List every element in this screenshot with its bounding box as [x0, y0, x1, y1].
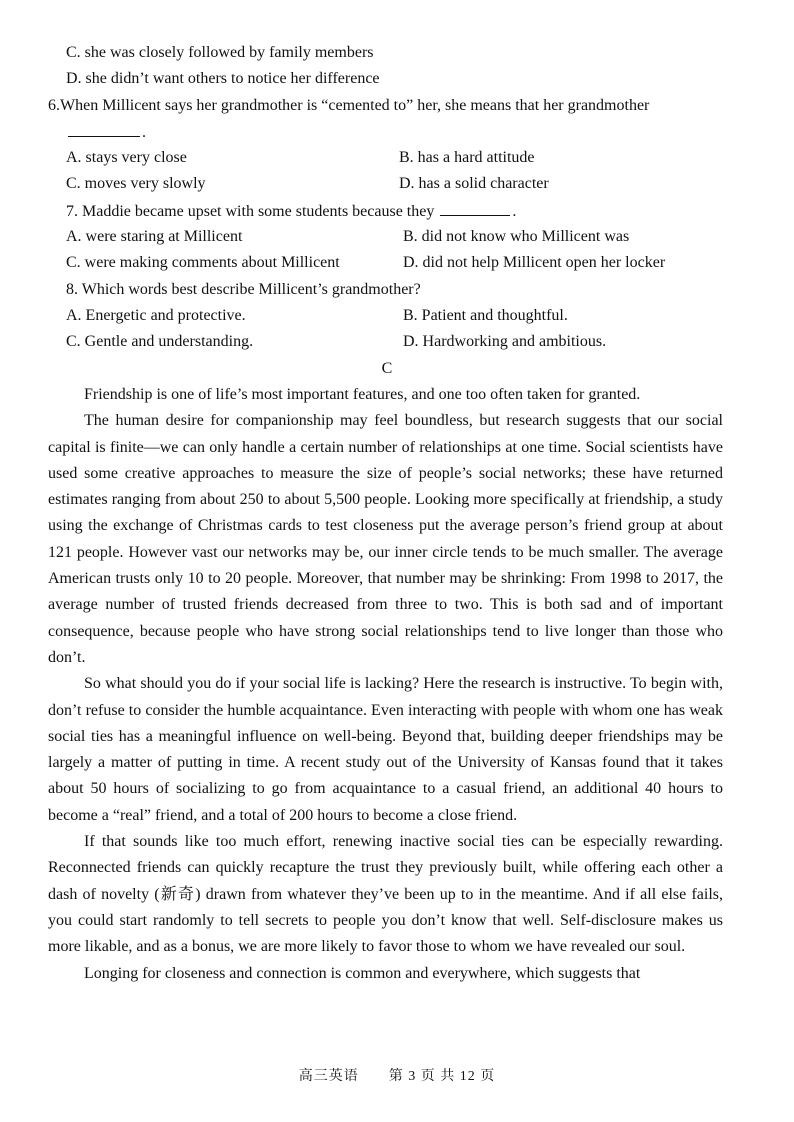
q6-option-c: C. moves very slowly — [66, 175, 206, 192]
q6-stem: 6.When Millicent says her grandmother is “cemented to” her, she means that her grandmother — [48, 97, 650, 114]
q7-option-b: B. did not know who Millicent was — [403, 228, 630, 245]
answer-blank — [68, 122, 140, 137]
q8-option-a: A. Energetic and protective. — [66, 307, 246, 324]
passage-c — [48, 382, 723, 987]
q6-blank: . — [66, 122, 146, 143]
page-footer: 高三英语 第 3 页 共 12 页 — [298, 1069, 496, 1084]
q8-option-c: C. Gentle and understanding. — [66, 333, 254, 350]
q5-option-d: D. she didn’t want others to notice her difference — [66, 70, 380, 87]
passage-paragraph-4: If that sounds like too much effort, renewing inactive social ties can be especially rewarding. Reconnected friends can quickly recapture the trust they previously built, while offering each other a dash of novelty (新奇) drawn from whatever they’ve been up to in the meantime. And if all else fails, you could start randomly to tell secrets to people you don’t know that well. Self-disclosure makes us more likable, and as a bonus, we are more likely to favor those to whom we have revealed our soul. — [48, 833, 723, 956]
q6-option-b: B. has a hard attitude — [399, 149, 535, 166]
passage-paragraph-1: Friendship is one of life’s most important features, and one too often taken for granted. — [84, 386, 641, 403]
answer-blank — [440, 201, 510, 216]
q7-option-a: A. were staring at Millicent — [66, 228, 243, 245]
q6-option-d: D. has a solid character — [399, 175, 549, 192]
q5-option-c: C. she was closely followed by family members — [66, 44, 374, 61]
q7-option-c: C. were making comments about Millicent — [66, 254, 340, 271]
q8-stem: 8. Which words best describe Millicent’s grandmother? — [66, 281, 421, 298]
passage-paragraph-3: So what should you do if your social life is lacking? Here the research is instructive. To begin with, don’t refuse to consider the humble acquaintance. Even interacting with people with whom one has weak social ties has a meaningful influence on well-being. Beyond that, building deeper friendships may be largely a matter of putting in time. A recent study out of the University of Kansas found that it takes about 50 hours of socializing to go from acquaintance to a casual friend, an additional 40 hours to become a “real” friend, and a total of 200 hours to become a close friend. — [48, 675, 723, 824]
q8-option-d: D. Hardworking and ambitious. — [403, 333, 607, 350]
q7-stem-line: 7. Maddie became upset with some students because they . — [66, 203, 517, 220]
passage-paragraph-2: The human desire for companionship may feel boundless, but research suggests that our social capital is finite—we can only handle a certain number of relationships at one time. Social scientists have used some creative approaches to measure the size of people’s social networks; these have returned estimates ranging from about 250 to about 5,500 people. Looking more specifically at friendship, a study using the exchange of Christmas cards to test closeness put the average person’s friend group at about 121 people. However vast our networks may be, our inner circle tends to be much smaller. The average American trusts only 10 to 20 people. Moreover, that number may be shrinking: From 1998 to 2017, the average number of trusted friends decreased from three to two. This is both sad and of important consequence, because people who have strong social relationships tend to live longer than those who don’t. — [48, 412, 723, 666]
passage-paragraph-5: Longing for closeness and connection is common and everywhere, which suggests that — [84, 964, 641, 982]
q7-option-d: D. did not help Millicent open her locker — [403, 254, 666, 271]
q7-stem: 7. Maddie became upset with some students because they — [66, 203, 435, 220]
section-c-heading: C — [381, 360, 393, 377]
q8-option-b: B. Patient and thoughtful. — [403, 307, 568, 324]
q6-option-a: A. stays very close — [66, 149, 187, 166]
